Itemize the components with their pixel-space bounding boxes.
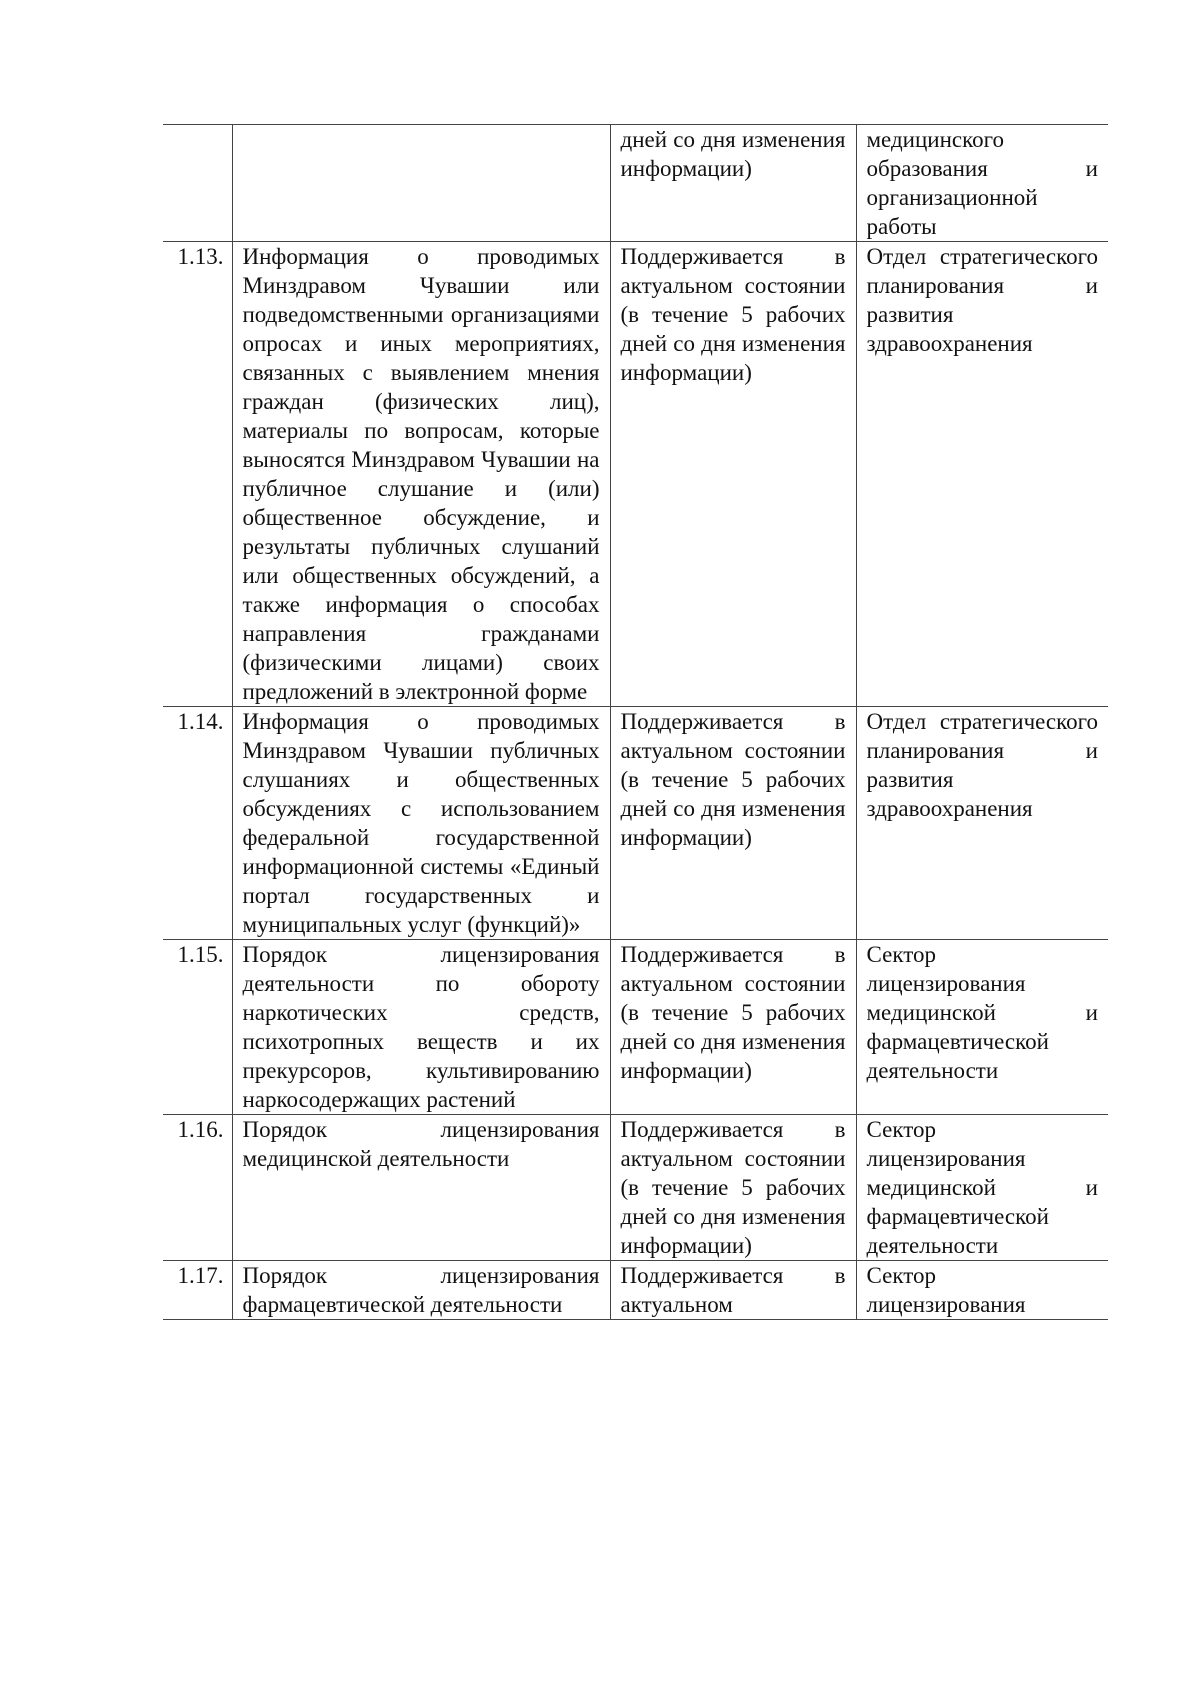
table-row: [163, 1115, 1108, 1261]
info-cell: Порядок лицензирования деятельности по обороту наркотических средств, психотропных веществ и их прекурсоров, культивированию наркосодержащих растений: [232, 940, 610, 1115]
table-row: [163, 940, 1108, 1115]
terms-cell: Поддерживается в актуальном состоянии (в течение 5 рабочих дней со дня изменения информации): [610, 242, 856, 707]
terms-cell: дней со дня изменения информации): [610, 125, 856, 242]
row-number: 1.13.: [163, 242, 232, 707]
info-cell: [232, 125, 610, 242]
info-cell: Порядок лицензирования фармацевтической деятельности: [232, 1261, 610, 1320]
document-table: [163, 124, 1108, 1320]
responsible-cell: Отдел стратегического планирования и развития здравоохранения: [856, 242, 1108, 707]
row-number: 1.16.: [163, 1115, 232, 1261]
terms-cell: Поддерживается в актуальном состоянии (в течение 5 рабочих дней со дня изменения информации): [610, 707, 856, 940]
terms-cell: Поддерживается в актуальном: [610, 1261, 856, 1320]
responsible-cell: Отдел стратегического планирования и развития здравоохранения: [856, 707, 1108, 940]
row-number: [163, 125, 232, 242]
terms-cell: Поддерживается в актуальном состоянии (в течение 5 рабочих дней со дня изменения информации): [610, 1115, 856, 1261]
table-row: [163, 125, 1108, 242]
table-row: [163, 242, 1108, 707]
info-cell: Информация о проводимых Минздравом Чувашии публичных слушаниях и общественных обсуждениях с использованием федеральной государственной информационной системы «Единый портал государственных и муниципальных услуг (функций)»: [232, 707, 610, 940]
responsible-cell: Сектор лицензирования медицинской и фармацевтической деятельности: [856, 940, 1108, 1115]
row-number: 1.15.: [163, 940, 232, 1115]
info-cell: Информация о проводимых Минздравом Чувашии или подведомственными организациями опросах и иных мероприятиях, связанных с выявлением мнения граждан (физических лиц), материалы по вопросам, которые выносятся Минздравом Чувашии на публичное слушание и (или) общественное обсуждение, и результаты публичных слушаний или общественных обсуждений, а также информация о способах направления гражданами (физическими лицами) своих предложений в электронной форме: [232, 242, 610, 707]
responsible-cell: Сектор лицензирования медицинской и фармацевтической деятельности: [856, 1115, 1108, 1261]
row-number: 1.17.: [163, 1261, 232, 1320]
row-number: 1.14.: [163, 707, 232, 940]
terms-cell: Поддерживается в актуальном состоянии (в течение 5 рабочих дней со дня изменения информации): [610, 940, 856, 1115]
responsible-cell: Сектор лицензирования: [856, 1261, 1108, 1320]
table-row: [163, 707, 1108, 940]
responsible-cell: медицинского образования и организационной работы: [856, 125, 1108, 242]
info-cell: Порядок лицензирования медицинской деятельности: [232, 1115, 610, 1261]
table-row: [163, 1261, 1108, 1320]
